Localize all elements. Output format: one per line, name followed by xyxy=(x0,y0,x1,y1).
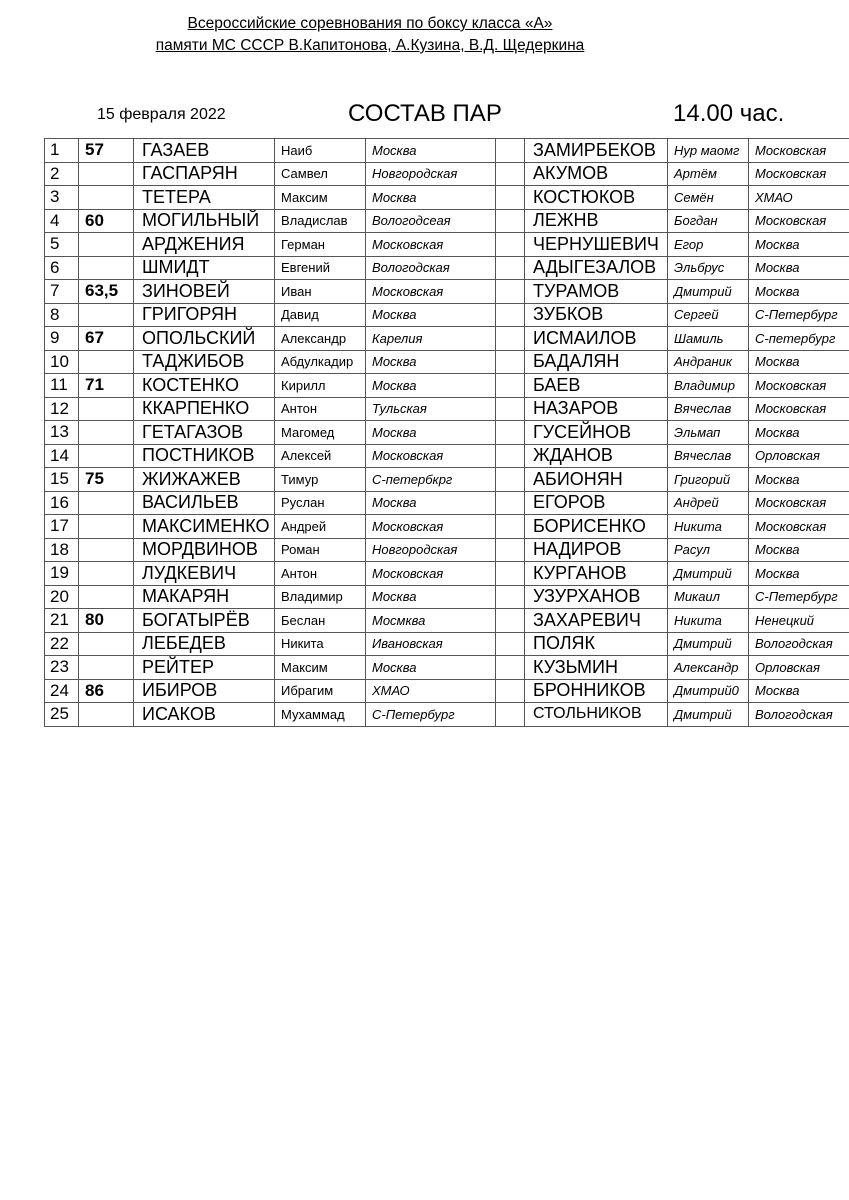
weight-category xyxy=(79,421,134,445)
weight-category xyxy=(79,233,134,257)
table-row xyxy=(45,585,849,609)
boxer2-first-name: Дмитрий xyxy=(668,703,749,727)
row-number: 22 xyxy=(45,632,79,656)
separator-cell xyxy=(496,421,525,445)
boxer2-first-name: Дмитрий xyxy=(668,632,749,656)
table-row xyxy=(45,538,849,562)
boxer1-surname: ТАДЖИБОВ xyxy=(134,350,275,374)
boxer2-region: С-Петербург xyxy=(749,303,849,327)
boxer2-first-name: Александр xyxy=(668,656,749,680)
weight-category xyxy=(79,515,134,539)
table-row xyxy=(45,139,849,163)
boxer2-region: Москва xyxy=(749,256,849,280)
table-row xyxy=(45,162,849,186)
weight-category xyxy=(79,186,134,210)
boxer1-surname: ИБИРОВ xyxy=(134,679,275,703)
weight-category: 60 xyxy=(79,209,134,233)
weight-category xyxy=(79,538,134,562)
row-number: 12 xyxy=(45,397,79,421)
page-heading: СОСТАВ ПАР xyxy=(348,100,502,127)
boxer1-first-name: Иван xyxy=(275,280,366,304)
row-number: 25 xyxy=(45,703,79,727)
boxer1-region: Москва xyxy=(366,585,496,609)
document-title-line-1: Всероссийские соревнования по боксу класса «А» xyxy=(187,15,553,32)
boxer2-first-name: Микаил xyxy=(668,585,749,609)
boxer2-first-name: Андраник xyxy=(668,350,749,374)
boxer1-region: Вологодская xyxy=(366,256,496,280)
boxer1-first-name: Самвел xyxy=(275,162,366,186)
row-number: 14 xyxy=(45,444,79,468)
table-row xyxy=(45,632,849,656)
separator-cell xyxy=(496,632,525,656)
boxer1-surname: ГРИГОРЯН xyxy=(134,303,275,327)
boxer1-surname: ГЕТАГАЗОВ xyxy=(134,421,275,445)
boxer1-first-name: Абдулкадир xyxy=(275,350,366,374)
separator-cell xyxy=(496,468,525,492)
boxer2-surname: СТОЛЬНИКОВ xyxy=(525,703,668,727)
separator-cell xyxy=(496,444,525,468)
boxer2-first-name: Владимир xyxy=(668,374,749,398)
row-number: 8 xyxy=(45,303,79,327)
boxer2-region: Орловская xyxy=(749,444,849,468)
table-row xyxy=(45,397,849,421)
boxer1-surname: МОРДВИНОВ xyxy=(134,538,275,562)
table-row xyxy=(45,703,849,727)
weight-category xyxy=(79,585,134,609)
separator-cell xyxy=(496,162,525,186)
separator-cell xyxy=(496,515,525,539)
boxer2-region: Вологодская xyxy=(749,632,849,656)
pairs-table-body xyxy=(45,139,849,727)
boxer2-surname: БАЕВ xyxy=(525,374,668,398)
boxer2-first-name: Нур маомг xyxy=(668,139,749,163)
boxer2-first-name: Вячеслав xyxy=(668,397,749,421)
boxer2-region: Москва xyxy=(749,562,849,586)
boxer2-surname: ЗАХАРЕВИЧ xyxy=(525,609,668,633)
boxer2-region: Московская xyxy=(749,491,849,515)
row-number: 15 xyxy=(45,468,79,492)
boxer2-surname: ЕГОРОВ xyxy=(525,491,668,515)
boxer1-surname: ИСАКОВ xyxy=(134,703,275,727)
boxer1-surname: ТЕТЕРА xyxy=(134,186,275,210)
boxer2-region: Московская xyxy=(749,374,849,398)
separator-cell xyxy=(496,280,525,304)
boxer1-surname: ПОСТНИКОВ xyxy=(134,444,275,468)
boxer1-region: Москва xyxy=(366,656,496,680)
row-number: 24 xyxy=(45,679,79,703)
separator-cell xyxy=(496,186,525,210)
boxer2-first-name: Вячеслав xyxy=(668,444,749,468)
separator-cell xyxy=(496,303,525,327)
boxer1-region: Москва xyxy=(366,491,496,515)
weight-category: 57 xyxy=(79,139,134,163)
boxer1-region: Тульская xyxy=(366,397,496,421)
boxer1-surname: ГАЗАЕВ xyxy=(134,139,275,163)
weight-category xyxy=(79,350,134,374)
boxer2-first-name: Никита xyxy=(668,515,749,539)
boxer2-surname: ЧЕРНУШЕВИЧ xyxy=(525,233,668,257)
boxer1-surname: ВАСИЛЬЕВ xyxy=(134,491,275,515)
separator-cell xyxy=(496,538,525,562)
table-row xyxy=(45,491,849,515)
boxer2-region: Москва xyxy=(749,538,849,562)
weight-category xyxy=(79,162,134,186)
boxer1-region: Мосмква xyxy=(366,609,496,633)
boxer2-region: Москва xyxy=(749,280,849,304)
boxer2-region: Москва xyxy=(749,468,849,492)
boxer2-surname: ИСМАИЛОВ xyxy=(525,327,668,351)
weight-category: 71 xyxy=(79,374,134,398)
boxer1-first-name: Никита xyxy=(275,632,366,656)
boxer1-surname: ОПОЛЬСКИЙ xyxy=(134,327,275,351)
boxer1-region: Вологодсеая xyxy=(366,209,496,233)
boxer2-surname: АКУМОВ xyxy=(525,162,668,186)
row-number: 19 xyxy=(45,562,79,586)
boxer2-first-name: Андрей xyxy=(668,491,749,515)
separator-cell xyxy=(496,233,525,257)
separator-cell xyxy=(496,703,525,727)
row-number: 13 xyxy=(45,421,79,445)
boxer1-region: Москва xyxy=(366,303,496,327)
weight-category: 80 xyxy=(79,609,134,633)
weight-category xyxy=(79,256,134,280)
row-number: 17 xyxy=(45,515,79,539)
table-row xyxy=(45,609,849,633)
boxer2-surname: ЗАМИРБЕКОВ xyxy=(525,139,668,163)
boxer2-surname: ГУСЕЙНОВ xyxy=(525,421,668,445)
boxer1-first-name: Максим xyxy=(275,186,366,210)
table-row xyxy=(45,468,849,492)
boxer1-surname: ЗИНОВЕЙ xyxy=(134,280,275,304)
boxer2-region: Московская xyxy=(749,139,849,163)
boxer2-region: Московская xyxy=(749,397,849,421)
weight-category: 75 xyxy=(79,468,134,492)
event-time: 14.00 час. xyxy=(673,100,785,127)
row-number: 20 xyxy=(45,585,79,609)
table-row xyxy=(45,374,849,398)
separator-cell xyxy=(496,491,525,515)
boxer1-surname: ЖИЖАЖЕВ xyxy=(134,468,275,492)
boxer1-region: Московская xyxy=(366,515,496,539)
boxer1-surname: РЕЙТЕР xyxy=(134,656,275,680)
boxer2-first-name: Шамиль xyxy=(668,327,749,351)
weight-category: 63,5 xyxy=(79,280,134,304)
boxer1-first-name: Максим xyxy=(275,656,366,680)
boxer1-surname: МАКАРЯН xyxy=(134,585,275,609)
boxer2-region: ХМАО xyxy=(749,186,849,210)
boxer2-first-name: Артём xyxy=(668,162,749,186)
boxer1-first-name: Наиб xyxy=(275,139,366,163)
weight-category: 67 xyxy=(79,327,134,351)
boxer1-surname: МАКСИМЕНКО xyxy=(134,515,275,539)
boxer1-surname: ККАРПЕНКО xyxy=(134,397,275,421)
pairs-table xyxy=(44,138,849,727)
boxer2-region: Ненецкий xyxy=(749,609,849,633)
row-number: 11 xyxy=(45,374,79,398)
boxer1-first-name: Ибрагим xyxy=(275,679,366,703)
boxer1-region: Москва xyxy=(366,374,496,398)
separator-cell xyxy=(496,679,525,703)
boxer2-first-name: Григорий xyxy=(668,468,749,492)
boxer2-first-name: Расул xyxy=(668,538,749,562)
weight-category xyxy=(79,656,134,680)
boxer2-surname: ЗУБКОВ xyxy=(525,303,668,327)
table-row xyxy=(45,233,849,257)
table-row xyxy=(45,209,849,233)
boxer1-region: Москва xyxy=(366,186,496,210)
boxer1-region: Москва xyxy=(366,421,496,445)
boxer1-first-name: Мухаммад xyxy=(275,703,366,727)
boxer1-first-name: Беслан xyxy=(275,609,366,633)
boxer2-region: Москва xyxy=(749,233,849,257)
weight-category: 86 xyxy=(79,679,134,703)
boxer2-surname: УЗУРХАНОВ xyxy=(525,585,668,609)
row-number: 16 xyxy=(45,491,79,515)
boxer2-region: Московская xyxy=(749,162,849,186)
separator-cell xyxy=(496,374,525,398)
row-number: 3 xyxy=(45,186,79,210)
boxer1-first-name: Руслан xyxy=(275,491,366,515)
boxer1-first-name: Герман xyxy=(275,233,366,257)
boxer2-surname: АДЫГЕЗАЛОВ xyxy=(525,256,668,280)
table-row xyxy=(45,515,849,539)
boxer1-surname: БОГАТЫРЁВ xyxy=(134,609,275,633)
separator-cell xyxy=(496,139,525,163)
separator-cell xyxy=(496,256,525,280)
boxer2-region: Московская xyxy=(749,209,849,233)
weight-category xyxy=(79,562,134,586)
boxer2-first-name: Егор xyxy=(668,233,749,257)
boxer2-surname: КОСТЮКОВ xyxy=(525,186,668,210)
row-number: 4 xyxy=(45,209,79,233)
boxer1-first-name: Кирилл xyxy=(275,374,366,398)
boxer2-surname: БРОННИКОВ xyxy=(525,679,668,703)
boxer1-first-name: Евгений xyxy=(275,256,366,280)
separator-cell xyxy=(496,327,525,351)
separator-cell xyxy=(496,609,525,633)
boxer1-region: Московская xyxy=(366,233,496,257)
document-title-line-2: памяти МС СССР В.Капитонова, А.Кузина, В.Д. Щедеркина xyxy=(155,37,585,54)
boxer1-first-name: Владимир xyxy=(275,585,366,609)
boxer1-region: Новгородская xyxy=(366,162,496,186)
boxer2-first-name: Богдан xyxy=(668,209,749,233)
boxer1-region: Карелия xyxy=(366,327,496,351)
row-number: 7 xyxy=(45,280,79,304)
boxer2-surname: БОРИСЕНКО xyxy=(525,515,668,539)
boxer1-surname: ГАСПАРЯН xyxy=(134,162,275,186)
boxer1-surname: МОГИЛЬНЫЙ xyxy=(134,209,275,233)
boxer1-surname: АРДЖЕНИЯ xyxy=(134,233,275,257)
table-row xyxy=(45,444,849,468)
table-row xyxy=(45,562,849,586)
boxer1-region: ХМАО xyxy=(366,679,496,703)
row-number: 18 xyxy=(45,538,79,562)
weight-category xyxy=(79,444,134,468)
boxer2-first-name: Дмитрий xyxy=(668,280,749,304)
row-number: 23 xyxy=(45,656,79,680)
row-number: 2 xyxy=(45,162,79,186)
boxer1-first-name: Андрей xyxy=(275,515,366,539)
boxer1-first-name: Магомед xyxy=(275,421,366,445)
row-number: 6 xyxy=(45,256,79,280)
boxer1-region: Москва xyxy=(366,139,496,163)
table-row xyxy=(45,350,849,374)
boxer1-region: Московская xyxy=(366,444,496,468)
boxer2-surname: БАДАЛЯН xyxy=(525,350,668,374)
boxer1-region: Москва xyxy=(366,350,496,374)
table-row xyxy=(45,186,849,210)
boxer2-region: С-петербург xyxy=(749,327,849,351)
table-row xyxy=(45,327,849,351)
weight-category xyxy=(79,703,134,727)
table-row xyxy=(45,303,849,327)
boxer2-region: Вологодская xyxy=(749,703,849,727)
boxer2-first-name: Сергей xyxy=(668,303,749,327)
boxer1-region: Московская xyxy=(366,562,496,586)
boxer2-surname: ЖДАНОВ xyxy=(525,444,668,468)
boxer1-region: С-петербкрг xyxy=(366,468,496,492)
boxer2-surname: НАДИРОВ xyxy=(525,538,668,562)
boxer2-surname: КУЗЬМИН xyxy=(525,656,668,680)
table-row xyxy=(45,421,849,445)
boxer2-surname: АБИОНЯН xyxy=(525,468,668,492)
boxer2-first-name: Эльбрус xyxy=(668,256,749,280)
boxer2-region: Москва xyxy=(749,421,849,445)
boxer1-first-name: Владислав xyxy=(275,209,366,233)
weight-category xyxy=(79,632,134,656)
boxer2-surname: КУРГАНОВ xyxy=(525,562,668,586)
boxer1-region: Ивановская xyxy=(366,632,496,656)
boxer2-first-name: Дмитрий xyxy=(668,562,749,586)
boxer2-region: Московская xyxy=(749,515,849,539)
boxer2-first-name: Эльмап xyxy=(668,421,749,445)
boxer2-surname: НАЗАРОВ xyxy=(525,397,668,421)
boxer2-first-name: Дмитрий0 xyxy=(668,679,749,703)
row-number: 21 xyxy=(45,609,79,633)
boxer1-first-name: Антон xyxy=(275,397,366,421)
table-row xyxy=(45,280,849,304)
boxer1-surname: ШМИДТ xyxy=(134,256,275,280)
row-number: 10 xyxy=(45,350,79,374)
boxer1-first-name: Роман xyxy=(275,538,366,562)
boxer2-surname: ПОЛЯК xyxy=(525,632,668,656)
separator-cell xyxy=(496,562,525,586)
boxer1-first-name: Тимур xyxy=(275,468,366,492)
separator-cell xyxy=(496,397,525,421)
event-date: 15 февраля 2022 xyxy=(97,106,226,123)
boxer1-surname: ЛУДКЕВИЧ xyxy=(134,562,275,586)
table-row xyxy=(45,656,849,680)
boxer2-region: Москва xyxy=(749,679,849,703)
boxer2-first-name: Никита xyxy=(668,609,749,633)
boxer2-region: С-Петербург xyxy=(749,585,849,609)
boxer2-region: Орловская xyxy=(749,656,849,680)
separator-cell xyxy=(496,209,525,233)
separator-cell xyxy=(496,350,525,374)
table-row xyxy=(45,256,849,280)
boxer1-first-name: Давид xyxy=(275,303,366,327)
boxer2-surname: ЛЕЖНВ xyxy=(525,209,668,233)
boxer1-first-name: Антон xyxy=(275,562,366,586)
weight-category xyxy=(79,491,134,515)
boxer1-first-name: Алексей xyxy=(275,444,366,468)
boxer1-first-name: Александр xyxy=(275,327,366,351)
row-number: 1 xyxy=(45,139,79,163)
weight-category xyxy=(79,303,134,327)
separator-cell xyxy=(496,656,525,680)
row-number: 9 xyxy=(45,327,79,351)
boxer1-region: С-Петербург xyxy=(366,703,496,727)
boxer2-surname: ТУРАМОВ xyxy=(525,280,668,304)
row-number: 5 xyxy=(45,233,79,257)
boxer1-surname: КОСТЕНКО xyxy=(134,374,275,398)
separator-cell xyxy=(496,585,525,609)
boxer2-first-name: Семён xyxy=(668,186,749,210)
weight-category xyxy=(79,397,134,421)
table-row xyxy=(45,679,849,703)
boxer1-region: Новгородская xyxy=(366,538,496,562)
boxer1-region: Московская xyxy=(366,280,496,304)
boxer2-region: Москва xyxy=(749,350,849,374)
boxer1-surname: ЛЕБЕДЕВ xyxy=(134,632,275,656)
